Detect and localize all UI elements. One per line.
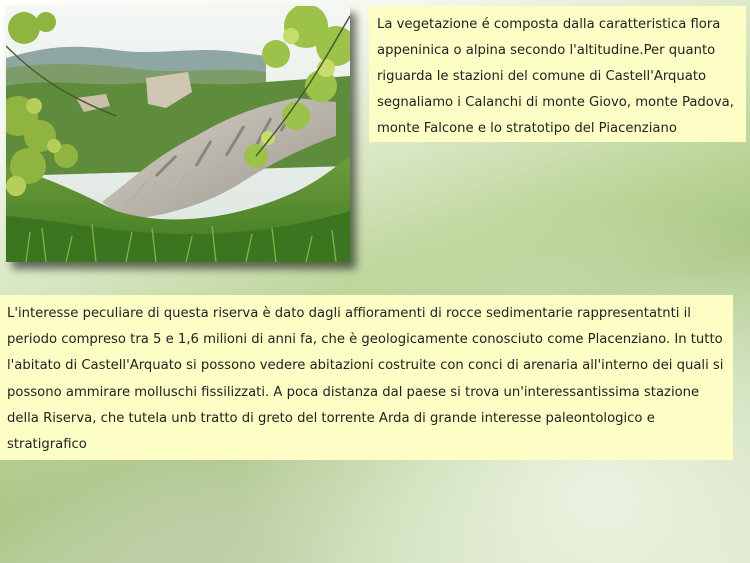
calanchi-hillside-image [6,6,350,262]
landscape-photo [6,6,350,262]
vegetation-paragraph: La vegetazione é composta dalla caratteristica flora appeninica o alpina secondo l'altitudine.Per quanto riguarda le stazioni del comune di Castell'Arquato segnaliamo i Calanchi di monte Giovo, monte Padova, monte Falcone e lo stratotipo del Piacenziano [377,17,734,136]
reserve-paragraph: L'interesse peculiare di questa riserva è dato dagli affioramenti di rocce sedimentarie rappresentatnti il periodo compreso tra 5 e 1,6 milioni di anni fa, che è geologicamente conosciuto come Placenziano. In tutto l'abitato di Castell'Arquato si possono vedere abitazioni costruite con conci di arenaria all'interno dei quali si possono ammirare molluschi fissilizzati. A poca distanza dal paese si trova un'interessantissima stazione della Riserva, che tutela unb tratto di greto del torrente Arda di grande interesse paleontologico e stratigrafico [7,306,724,453]
vegetation-text-box [369,6,746,142]
reserve-text-box [0,295,733,460]
